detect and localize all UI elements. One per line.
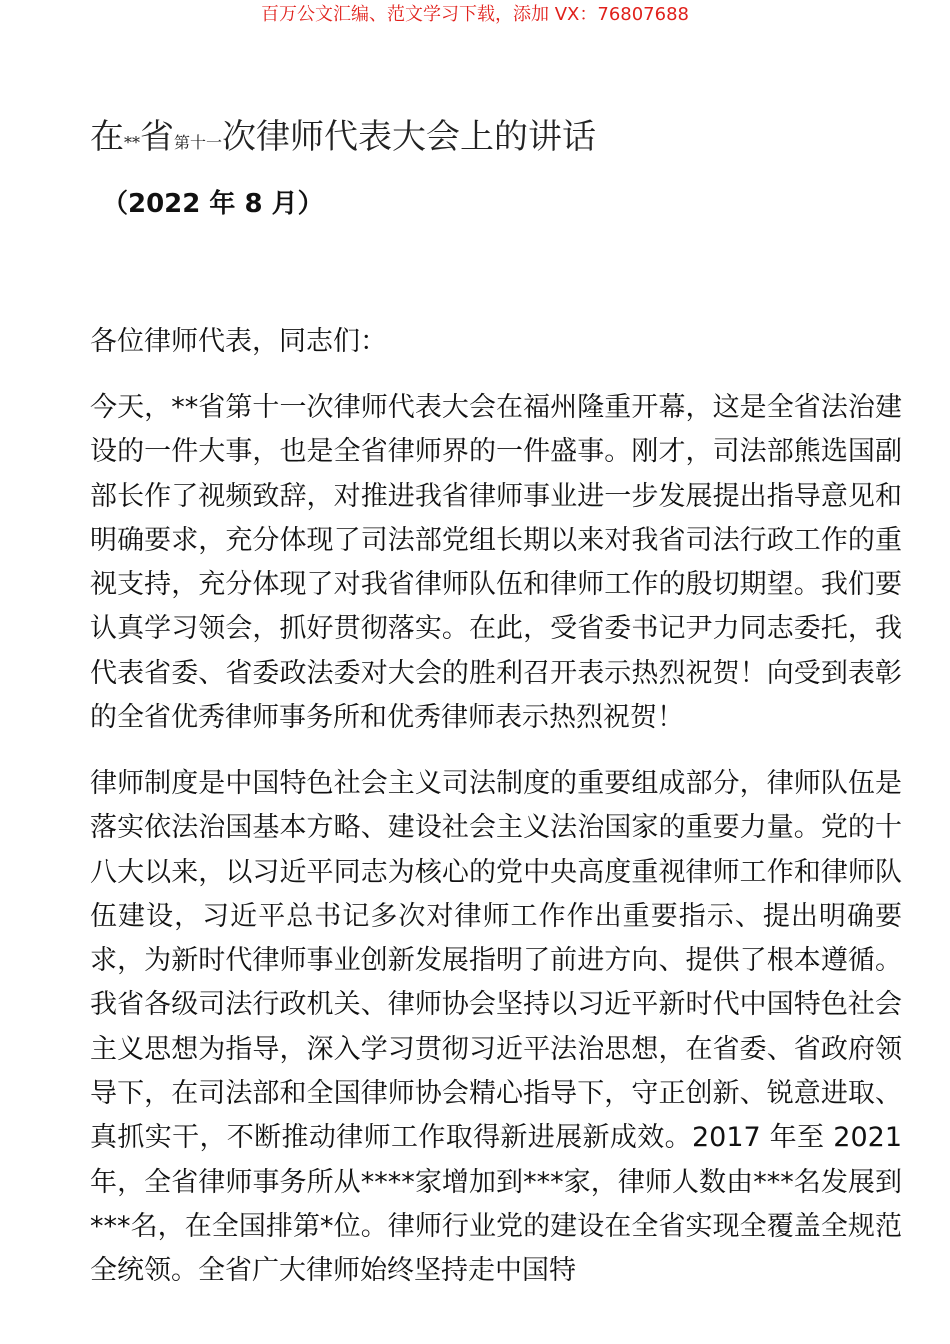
title-part-stars: ** — [124, 133, 140, 152]
title-part-number: 第十一 — [174, 133, 223, 152]
title-part-sheng: 省 — [140, 117, 174, 157]
title-part-zai: 在 — [90, 117, 124, 157]
salutation: 各位律师代表，同志们： — [90, 326, 387, 357]
title-part-rest: 次律师代表大会上的讲话 — [222, 117, 597, 157]
top-banner: 百万公文汇编、范文学习下载，添加 VX：76807688 — [261, 4, 689, 25]
document-title — [90, 116, 596, 164]
document-date: （2022 年 8 月） — [102, 189, 324, 219]
paragraph-2: 律师制度是中国特色社会主义司法制度的重要组成部分，律师队伍是落实依法治国基本方略、建设社会主义法治国家的重要力量。党的十八大以来，以习近平同志为核心的党中央高度重视律师工作和律师队伍建设，习近平总书记多次对律师工作作出重要指示、提出明确要求，为新时代律师事业创新发展指明了前进方向、提供了根本遵循。我省各级司法行政机关、律师协会坚持以习近平新时代中国特色社会主义思想为指导，深入学习贯彻习近平法治思想，在省委、省政府领导下，在司法部和全国律师协会精心指导下，守正创新、锐意进取、真抓实干，不断推动律师工作取得新进展新成效。2017 年至 2021 年，全省律师事务所从****家增加到***家，律师人数由***名发展到***名，在全国排第*位。律师行业党的建设在全省实现全覆盖全规范全统领。全省广大律师始终坚持走中国特 — [90, 768, 902, 1287]
paragraph-1: 今天，**省第十一次律师代表大会在福州隆重开幕，这是全省法治建设的一件大事，也是全省律师界的一件盛事。刚才，司法部熊选国副部长作了视频致辞，对推进我省律师事业进一步发展提出指导意见和明确要求，充分体现了司法部党组长期以来对我省司法行政工作的重视支持，充分体现了对我省律师队伍和律师工作的殷切期望。我们要认真学习领会，抓好贯彻落实。在此，受省委书记尹力同志委托，我代表省委、省委政法委对大会的胜利召开表示热烈祝贺！向受到表彰的全省优秀律师事务所和优秀律师表示热烈祝贺！ — [90, 392, 902, 734]
